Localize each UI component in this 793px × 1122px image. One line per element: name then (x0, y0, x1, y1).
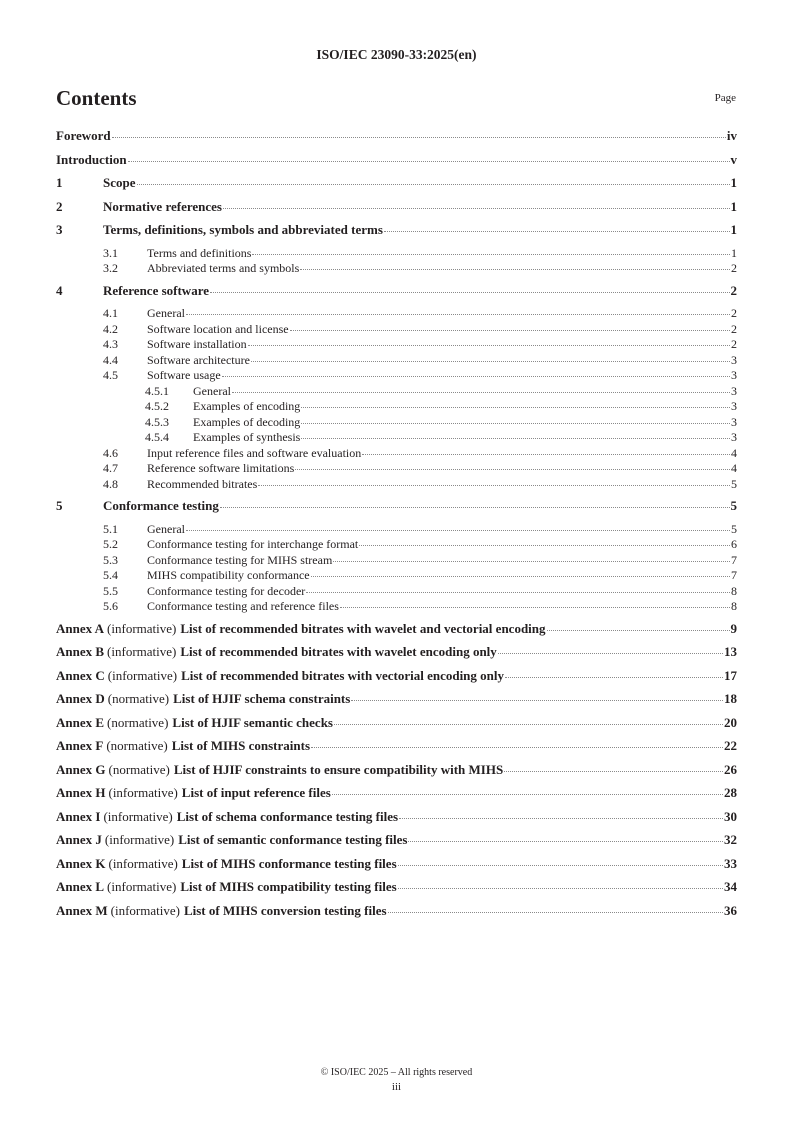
annex-type: (informative) (104, 832, 175, 847)
dot-leader (258, 485, 730, 486)
toc-entry-number: 1 (56, 175, 63, 190)
annex-title: List of HJIF constraints to ensure compatibility with MIHS (173, 761, 504, 777)
annex-title: List of HJIF semantic checks (172, 714, 333, 730)
toc-entry[interactable] (56, 306, 737, 322)
annex-entry[interactable] (56, 832, 737, 856)
dot-leader (334, 724, 723, 725)
annex-type: (informative) (108, 785, 178, 800)
toc-entry[interactable] (56, 461, 737, 477)
dot-leader (398, 865, 723, 866)
toc-entry[interactable] (56, 261, 737, 277)
annex-type: (informative) (110, 902, 180, 918)
annex-entry[interactable] (56, 856, 737, 880)
dot-leader (301, 423, 730, 424)
annex-id: Annex L (56, 879, 105, 894)
annex-id: Annex J (56, 832, 102, 847)
annex-entry[interactable] (56, 879, 737, 903)
toc-entry-number: 4.2 (103, 321, 118, 336)
toc-entry-page: 3 (731, 352, 737, 367)
toc-entry-title: General (193, 383, 231, 398)
toc-entry-title: Conformance testing (103, 498, 219, 513)
annex-entry[interactable] (56, 691, 737, 715)
toc-entry-title: Normative references (103, 198, 222, 214)
toc-entry-page: 1 (730, 222, 737, 237)
toc-entry[interactable] (56, 128, 737, 152)
annex-id: Annex C (56, 667, 105, 683)
toc-entry-page: 5 (731, 521, 737, 536)
toc-entry[interactable] (56, 498, 737, 522)
annex-entry[interactable] (56, 762, 737, 786)
annex-id: Annex A (56, 620, 105, 636)
toc-entry-title: Conformance testing and reference files (147, 599, 339, 613)
toc-entry-number: 4.4 (103, 352, 118, 367)
toc-entry-number: 2 (56, 198, 63, 214)
annex-entry[interactable] (56, 903, 737, 927)
dot-leader (311, 747, 723, 748)
annex-page: 36 (724, 902, 737, 918)
annex-type: (informative) (107, 620, 177, 636)
toc-entry-title: Conformance testing for MIHS stream (147, 552, 333, 567)
toc-entry[interactable] (56, 353, 737, 369)
dot-leader (547, 630, 730, 631)
document-id-header: ISO/IEC 23090-33:2025(en) (316, 47, 477, 62)
page-number: iii (391, 1081, 402, 1093)
toc-entry[interactable] (56, 522, 737, 538)
toc-entry-title: Reference software limitations (147, 461, 295, 475)
toc-entry-number: 4 (56, 282, 63, 298)
toc-entry-page: 1 (730, 198, 737, 214)
toc-entry-page: 2 (731, 337, 737, 351)
toc-entry-page: 6 (731, 537, 737, 551)
dot-leader (498, 653, 723, 654)
dot-leader (128, 161, 730, 162)
annex-id: Annex F (56, 738, 104, 753)
dot-leader (210, 292, 730, 293)
toc-entry-title: Software installation (147, 337, 247, 351)
contents-heading: Contents (56, 86, 137, 110)
toc-entry-title: Introduction (56, 151, 127, 167)
toc-entry-title: Examples of synthesis (193, 430, 301, 444)
toc-entry-page: 2 (731, 306, 737, 320)
annex-entry[interactable] (56, 621, 737, 645)
toc-entry-page: 3 (731, 383, 737, 398)
toc-entry-title: Examples of decoding (193, 414, 301, 429)
page-footer (0, 1067, 793, 1093)
toc-entry-number: 4.8 (103, 476, 118, 491)
annex-title: List of input reference files (181, 785, 331, 800)
annex-page: 13 (724, 644, 737, 659)
annex-id: Annex E (56, 714, 105, 730)
toc-entry-title: Conformance testing for interchange format (147, 537, 359, 551)
toc-entry-number: 4.7 (103, 461, 118, 475)
annex-page: 26 (724, 761, 737, 777)
toc-entry-number: 4.1 (103, 306, 118, 320)
toc-entry-number: 4.5.3 (145, 414, 169, 429)
dot-leader (248, 345, 730, 346)
annex-page: 33 (724, 855, 737, 871)
toc-entry[interactable] (56, 368, 737, 384)
toc-entry-page: 5 (731, 476, 737, 491)
dot-leader (362, 454, 730, 455)
annex-type: (normative) (106, 738, 168, 753)
dot-leader (295, 469, 730, 470)
annex-id: Annex M (56, 902, 108, 918)
annex-title: List of recommended bitrates with wavelet and vectorial encoding (180, 620, 546, 636)
toc-entry[interactable] (56, 568, 737, 584)
dot-leader (186, 530, 730, 531)
table-of-contents (56, 128, 737, 926)
toc-entry-title: Recommended bitrates (147, 476, 258, 491)
toc-entry-page: 2 (730, 282, 737, 298)
dot-leader (384, 231, 730, 232)
annex-page: 20 (724, 714, 737, 730)
annex-type: (informative) (107, 879, 177, 894)
dot-leader (333, 561, 730, 562)
dot-leader (223, 208, 730, 209)
dot-leader (399, 818, 723, 819)
annex-entry[interactable] (56, 644, 737, 668)
toc-entry[interactable] (56, 599, 737, 615)
toc-entry-page: 4 (731, 461, 737, 475)
annex-entry[interactable] (56, 785, 737, 809)
annex-id: Annex H (56, 785, 106, 800)
dot-leader (388, 912, 723, 913)
toc-entry-number: 5 (56, 498, 63, 513)
toc-entry-page: 7 (731, 552, 737, 567)
annex-page: 32 (724, 832, 737, 847)
annex-type: (normative) (107, 691, 170, 706)
toc-entry-page: 1 (730, 175, 737, 190)
toc-entry-number: 5.4 (103, 568, 118, 582)
annex-type: (informative) (107, 667, 178, 683)
annex-title: List of MIHS conformance testing files (181, 855, 397, 871)
toc-entry[interactable] (56, 430, 737, 446)
toc-entry-number: 4.5 (103, 368, 118, 382)
toc-entry[interactable] (56, 553, 737, 569)
page-column-label: Page (714, 92, 736, 104)
annex-title: List of semantic conformance testing files (178, 832, 408, 847)
toc-entry[interactable] (56, 384, 737, 400)
dot-leader (504, 771, 723, 772)
toc-entry[interactable] (56, 175, 737, 199)
dot-leader (505, 677, 723, 678)
toc-entry-number: 4.6 (103, 445, 118, 460)
annex-page: 18 (724, 691, 737, 706)
annex-id: Annex G (56, 761, 106, 777)
toc-entry[interactable] (56, 446, 737, 462)
dot-leader (301, 438, 730, 439)
toc-entry-page: 8 (731, 583, 737, 598)
toc-entry-page: 2 (731, 321, 737, 336)
toc-entry-title: General (147, 521, 185, 536)
annex-page: 34 (724, 879, 737, 894)
toc-entry-page: v (730, 151, 737, 167)
dot-leader (300, 269, 730, 270)
annex-page: 9 (730, 620, 737, 636)
annex-title: List of recommended bitrates with wavelet encoding only (180, 644, 497, 659)
toc-entry-title: Examples of encoding (193, 399, 301, 413)
toc-entry[interactable] (56, 152, 737, 176)
toc-entry-number: 3.2 (103, 261, 118, 275)
toc-entry[interactable] (56, 477, 737, 493)
annex-entry[interactable] (56, 668, 737, 692)
toc-entry-number: 4.5.2 (145, 399, 169, 413)
toc-entry[interactable] (56, 337, 737, 353)
toc-entry[interactable] (56, 322, 737, 338)
annex-page: 22 (724, 738, 737, 753)
annex-id: Annex B (56, 644, 105, 659)
toc-entry-title: Software location and license (147, 321, 289, 336)
annex-title: List of schema conformance testing files (176, 808, 399, 824)
annex-title: List of MIHS conversion testing files (183, 902, 387, 918)
annex-title: List of MIHS compatibility testing files (180, 879, 397, 894)
annex-id: Annex D (56, 691, 105, 706)
dot-leader (306, 592, 730, 593)
toc-entry-number: 5.5 (103, 583, 118, 598)
toc-entry[interactable] (56, 222, 737, 246)
toc-entry-title: Reference software (103, 282, 209, 298)
dot-leader (398, 888, 723, 889)
toc-entry-title: MIHS compatibility conformance (147, 568, 310, 582)
annex-title: List of HJIF schema constraints (173, 691, 351, 706)
toc-entry-title: Conformance testing for decoder (147, 583, 306, 598)
dot-leader (408, 841, 723, 842)
dot-leader (252, 254, 730, 255)
dot-leader (311, 576, 730, 577)
toc-entry-page: 3 (731, 414, 737, 429)
annex-type: (informative) (107, 644, 177, 659)
toc-entry-number: 5.2 (103, 537, 118, 551)
annex-title: List of recommended bitrates with vectorial encoding only (181, 667, 504, 683)
toc-entry[interactable] (56, 584, 737, 600)
toc-entry-page: 3 (731, 430, 737, 444)
toc-entry-number: 5.1 (103, 521, 118, 536)
annex-page: 17 (724, 667, 737, 683)
annex-type: (informative) (108, 855, 178, 871)
dot-leader (232, 392, 730, 393)
annex-id: Annex I (56, 808, 101, 824)
copyright-notice: © ISO/IEC 2025 – All rights reserved (320, 1067, 473, 1078)
toc-entry-number: 4.3 (103, 337, 118, 351)
toc-entry-number: 5.6 (103, 599, 118, 613)
toc-entry[interactable] (56, 415, 737, 431)
annex-page: 30 (724, 808, 737, 824)
toc-entry-page: 8 (731, 599, 737, 613)
annex-entry[interactable] (56, 809, 737, 833)
dot-leader (359, 545, 730, 546)
toc-entry-title: Terms, definitions, symbols and abbreviated terms (103, 222, 383, 237)
dot-leader (112, 137, 726, 138)
toc-entry-page: 1 (731, 245, 737, 260)
annex-page: 28 (724, 785, 737, 800)
toc-entry-page: 3 (731, 368, 737, 382)
dot-leader (186, 314, 730, 315)
toc-entry-title: Abbreviated terms and symbols (147, 261, 300, 275)
toc-entry-title: Software architecture (147, 352, 250, 367)
toc-entry-title: Input reference files and software evaluation (147, 445, 362, 460)
toc-entry-number: 4.5.1 (145, 383, 169, 398)
toc-entry-page: 7 (731, 568, 737, 582)
annex-id: Annex K (56, 855, 106, 871)
toc-entry-title: General (147, 306, 185, 320)
dot-leader (222, 376, 730, 377)
toc-entry-number: 5.3 (103, 552, 118, 567)
toc-entry[interactable] (56, 537, 737, 553)
toc-entry-title: Software usage (147, 368, 221, 382)
dot-leader (137, 184, 730, 185)
dot-leader (301, 407, 730, 408)
toc-entry-title: Foreword (56, 128, 111, 143)
annex-type: (normative) (107, 714, 169, 730)
dot-leader (290, 330, 730, 331)
dot-leader (220, 507, 730, 508)
toc-entry-title: Scope (103, 175, 136, 190)
toc-entry[interactable] (56, 246, 737, 262)
toc-entry[interactable] (56, 199, 737, 223)
toc-entry-title: Terms and definitions (147, 245, 252, 260)
dot-leader (332, 794, 723, 795)
toc-entry-page: 2 (731, 261, 737, 275)
toc-entry-page: 5 (730, 498, 737, 513)
toc-entry-number: 3 (56, 222, 63, 237)
toc-entry-page: 4 (731, 445, 737, 460)
toc-entry-number: 3.1 (103, 245, 118, 260)
dot-leader (251, 361, 730, 362)
toc-entry[interactable] (56, 283, 737, 307)
toc-entry-page: 3 (731, 399, 737, 413)
toc-entry-number: 4.5.4 (145, 430, 169, 444)
toc-entry[interactable] (56, 399, 737, 415)
toc-entry-page: iv (726, 128, 737, 143)
annex-type: (normative) (108, 761, 170, 777)
annex-title: List of MIHS constraints (171, 738, 310, 753)
annex-entry[interactable] (56, 715, 737, 739)
annex-entry[interactable] (56, 738, 737, 762)
dot-leader (351, 700, 723, 701)
annex-type: (informative) (103, 808, 173, 824)
dot-leader (340, 607, 730, 608)
